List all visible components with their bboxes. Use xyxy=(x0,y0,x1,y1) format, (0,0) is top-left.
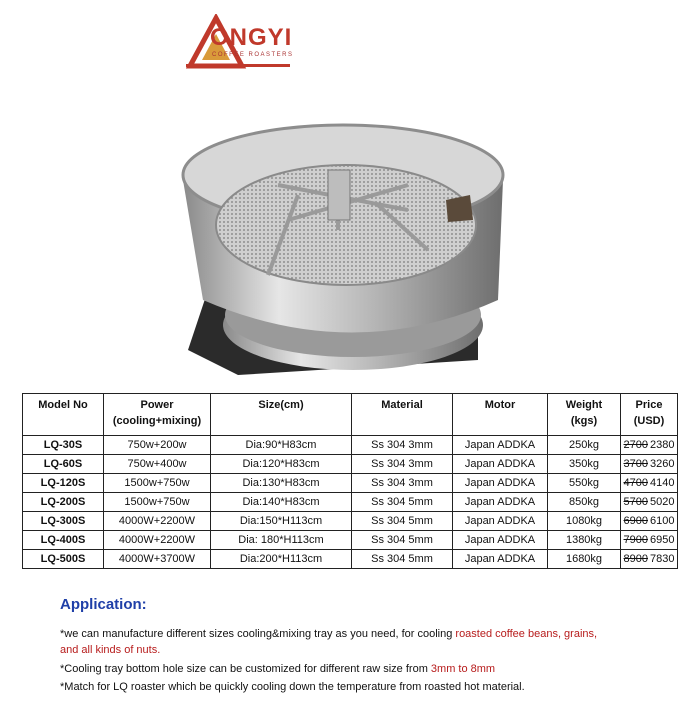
col-power: Power (cooling+mixing) xyxy=(104,394,211,436)
price-cell: 4700 4140 xyxy=(621,474,678,493)
table-row: LQ-60S 750w+400w Dia:120*H83cm Ss 304 3mm Japan ADDKA 350kg 3700 3260 xyxy=(23,455,678,474)
table-row: LQ-400S 4000W+2200W Dia: 180*H113cm Ss 304 5mm Japan ADDKA 1380kg 7900 6950 xyxy=(23,531,678,550)
price-cell: 2700 2380 xyxy=(621,436,678,455)
price-cell: 3700 3260 xyxy=(621,455,678,474)
price-cell: 7900 6950 xyxy=(621,531,678,550)
col-weight: Weight (kgs) xyxy=(548,394,621,436)
table-row: LQ-300S 4000W+2200W Dia:150*H113cm Ss 304 5mm Japan ADDKA 1080kg 6900 6100 xyxy=(23,512,678,531)
col-material: Material xyxy=(352,394,453,436)
price-cell: 6900 6100 xyxy=(621,512,678,531)
table-row: LQ-200S 1500w+750w Dia:140*H83cm Ss 304 5mm Japan ADDKA 850kg 5700 5020 xyxy=(23,493,678,512)
brand-tagline: COFFEE ROASTERS xyxy=(212,52,294,58)
table-row: LQ-120S 1500w+750w Dia:130*H83cm Ss 304 3mm Japan ADDKA 550kg 4700 4140 xyxy=(23,474,678,493)
col-price: Price (USD) xyxy=(621,394,678,436)
cooling-tray-image xyxy=(178,100,508,390)
col-size: Size(cm) xyxy=(211,394,352,436)
application-line-2: and all kinds of nuts. xyxy=(60,644,161,656)
table-row: LQ-500S 4000W+3700W Dia:200*H113cm Ss 304 5mm Japan ADDKA 1680kg 8900 7830 xyxy=(23,550,678,569)
application-title: Application: xyxy=(60,596,147,613)
col-model: Model No xyxy=(23,394,104,436)
spec-table xyxy=(22,393,678,569)
brand-name: ONGYI xyxy=(210,24,293,51)
price-cell: 8900 7830 xyxy=(621,550,678,569)
table-header-row xyxy=(23,394,678,436)
table-row: LQ-30S 750w+200w Dia:90*H83cm Ss 304 3mm Japan ADDKA 250kg 2700 2380 xyxy=(23,436,678,455)
price-cell: 5700 5020 xyxy=(621,493,678,512)
col-motor: Motor xyxy=(453,394,548,436)
application-line-3: *Cooling tray bottom hole size can be customized for different raw size from 3mm to 8mm xyxy=(60,663,496,675)
application-line-4: *Match for LQ roaster which be quickly cooling down the temperature from roasted hot material. xyxy=(60,681,525,693)
application-line-1: *we can manufacture different sizes cooling&mixing tray as you need, for cooling roasted coffee beans, grains, xyxy=(60,628,598,640)
